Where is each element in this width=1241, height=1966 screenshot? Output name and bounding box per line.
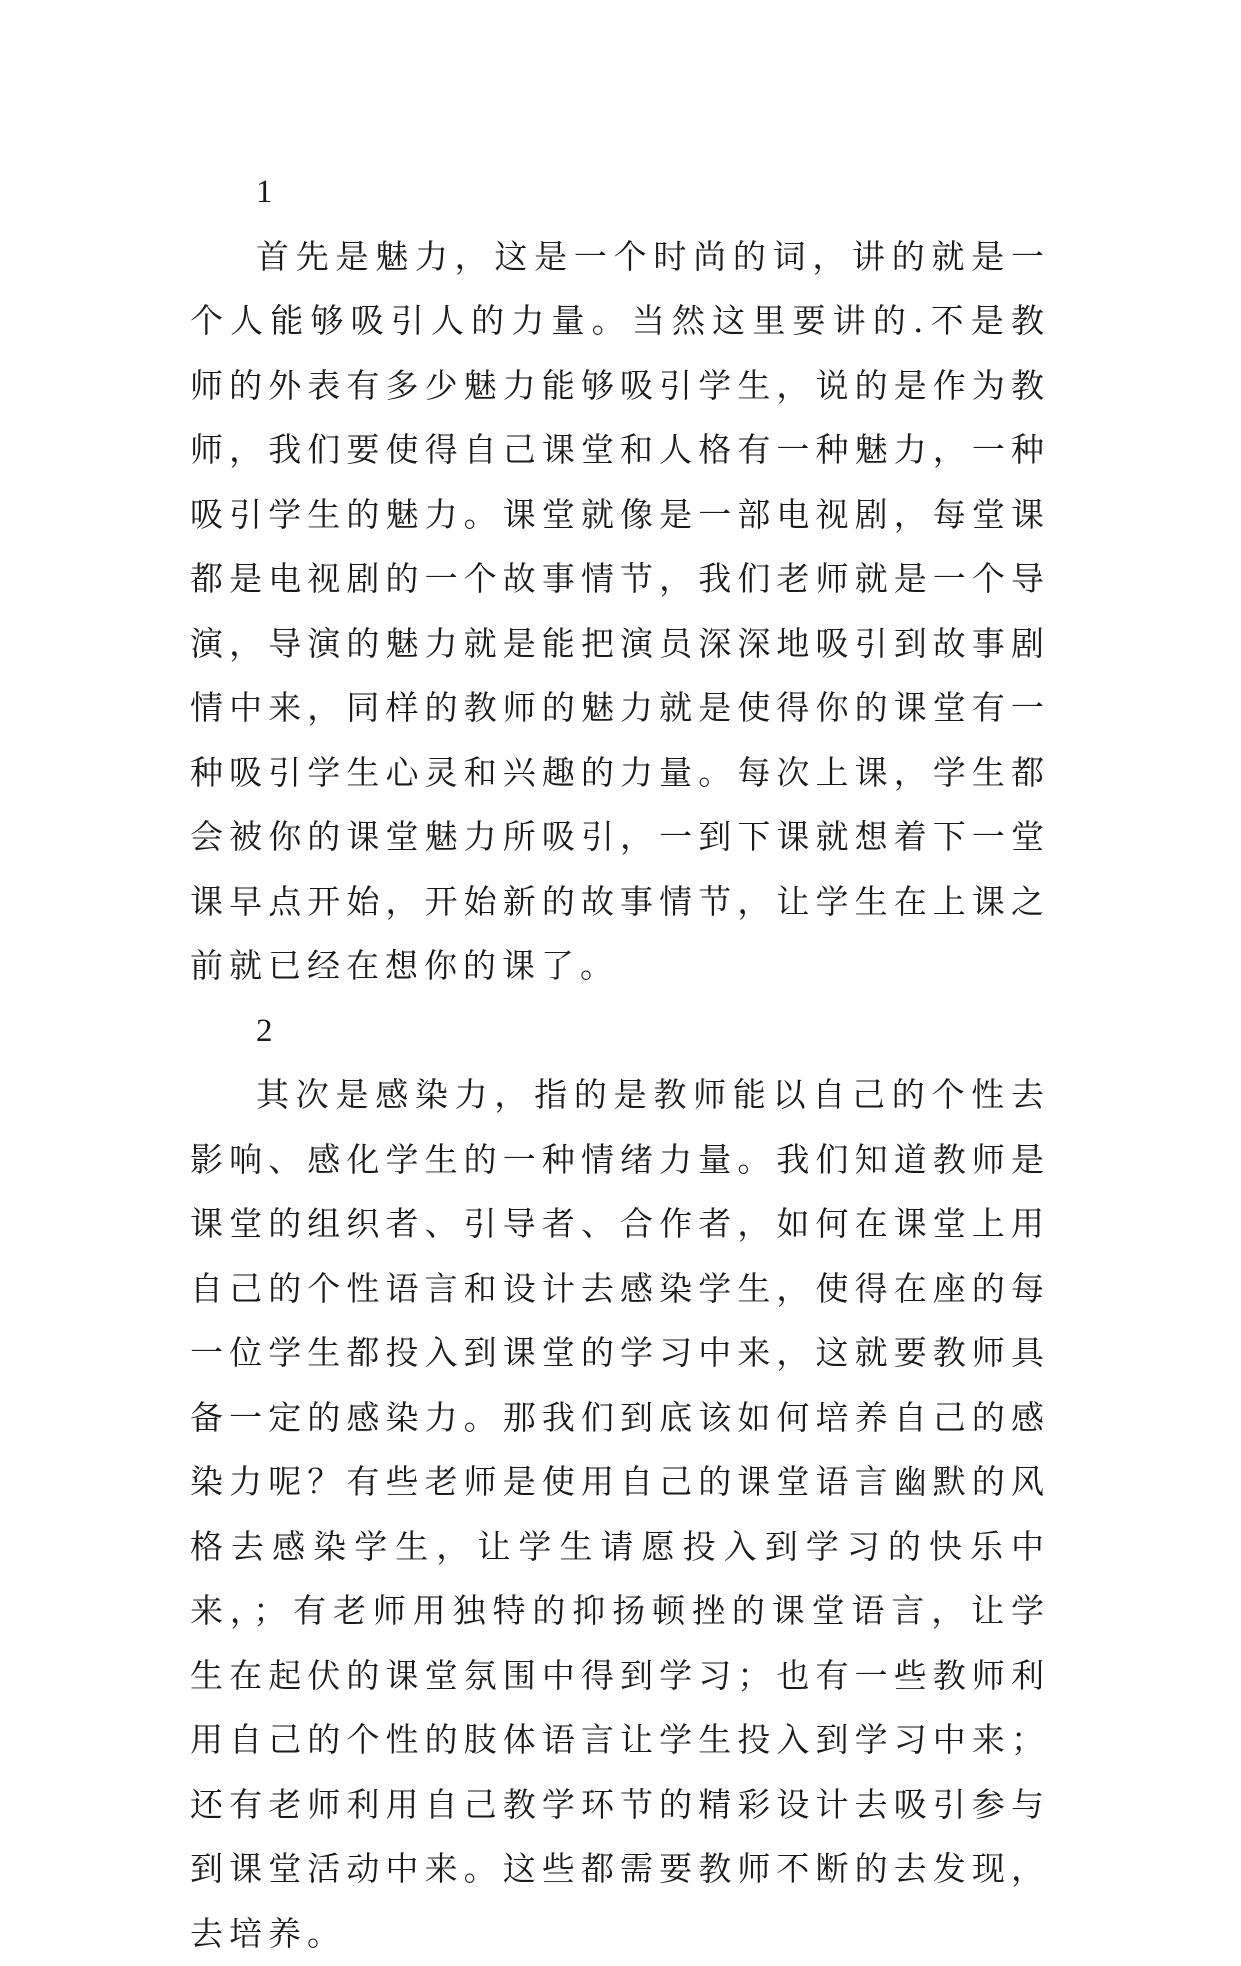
section-paragraph-2: 其次是感染力，指的是教师能以自己的个性去影响、感化学生的一种情绪力量。我们知道教师是课堂的组织者、引导者、合作者，如何在课堂上用自己的个性语言和设计去感染学生，使得在座的每一位学生都投入到课堂的学习中来，这就要教师具备一定的感染力。那我们到底该如何培养自己的感染力呢？有些老师是使用自己的课堂语言幽默的风格去感染学生，让学生请愿投入到学习的快乐中来，；有老师用独特的抑扬顿挫的课堂语言，让学生在起伏的课堂氛围中得到学习；也有一些教师利用自己的个性的肢体语言让学生投入到学习中来；还有老师利用自己教学环节的精彩设计去吸引参与到课堂活动中来。这些都需要教师不断的去发现，去培养。 [190,1075,1050,1953]
section-number-1: 1 [256,174,273,210]
section-number-2: 2 [256,1012,273,1049]
section-paragraph-1: 首先是魅力，这是一个时尚的词，讲的就是一个人能够吸引人的力量。当然这里要讲的.不是教师的外表有多少魅力能够吸引学生，说的是作为教师，我们要使得自己课堂和人格有一种魅力，一种吸引学生的魅力。课堂就像是一部电视剧，每堂课都是电视剧的一个故事情节，我们老师就是一个导演，导演的魅力就是能把演员深深地吸引到故事剧情中来，同样的教师的魅力就是使得你的课堂有一种吸引学生心灵和兴趣的力量。每次上课，学生都会被你的课堂魅力所吸引，一到下课就想着下一堂课早点开始，开始新的故事情节，让学生在上课之前就已经在想你的课了。 [190,236,1050,985]
document-body [190,160,1050,1966]
